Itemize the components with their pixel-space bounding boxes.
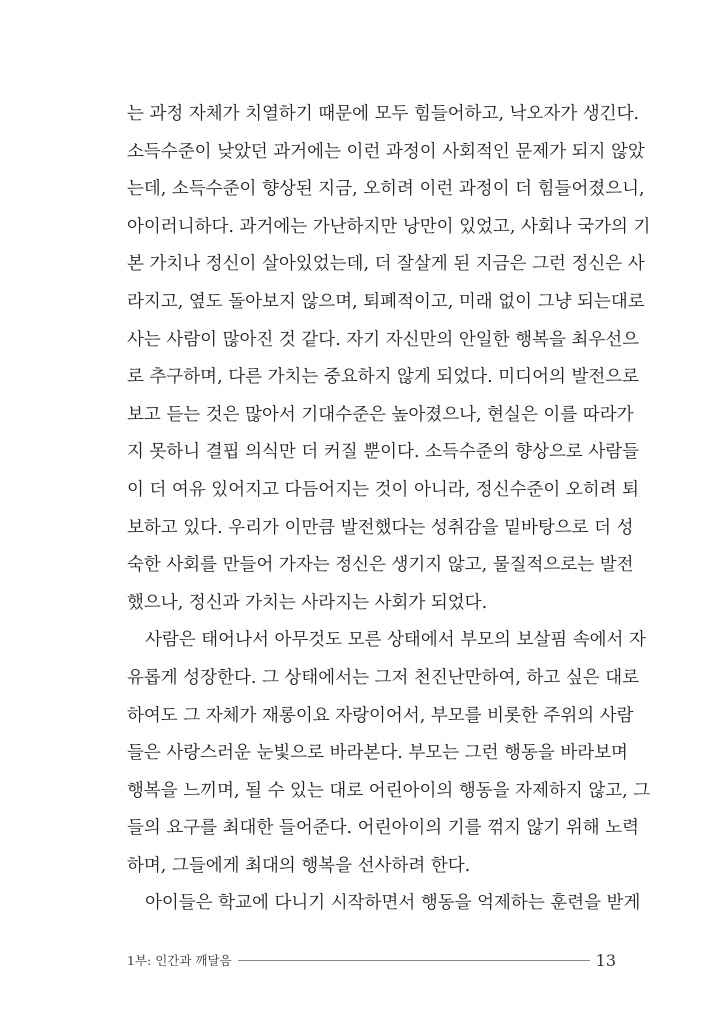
text-line: 보고 듣는 것은 많아서 기대수준은 높아졌으나, 현실은 이를 따라가 — [127, 404, 634, 425]
text-line: 하여도 그 자체가 재롱이요 자랑이어서, 부모를 비롯한 주위의 사람 — [127, 705, 634, 726]
text-line: 로 추구하며, 다른 가치는 중요하지 않게 되었다. 미디어의 발전으로 — [127, 367, 640, 388]
chapter-title: 1부: 인간과 깨달음 — [127, 953, 232, 968]
page-footer — [127, 948, 616, 972]
text-line: 보하고 있다. 우리가 이만큼 발전했다는 성취감을 밑바탕으로 더 성 — [127, 517, 634, 538]
text-line: 본 가치나 정신이 살아있었는데, 더 잘살게 된 지금은 그런 정신은 사 — [127, 254, 645, 275]
paragraph-start-line: 사람은 태어나서 아무것도 모른 상태에서 부모의 보살핌 속에서 자 — [145, 630, 646, 651]
text-line: 유롭게 성장한다. 그 상태에서는 그저 천진난만하여, 하고 싶은 대로 — [127, 667, 640, 688]
text-line: 했으나, 정신과 가치는 사라지는 사회가 되었다. — [127, 592, 488, 613]
text-line: 아이러니하다. 과거에는 가난하지만 낭만이 있었고, 사회나 국가의 기 — [127, 216, 651, 237]
text-line: 지 못하니 결핍 의식만 더 커질 뿐이다. 소득수준의 향상으로 사람들 — [127, 442, 640, 463]
text-line: 라지고, 옆도 돌아보지 않으며, 퇴폐적이고, 미래 없이 그냥 되는대로 — [127, 291, 645, 312]
text-line: 들은 사랑스러운 눈빛으로 바라본다. 부모는 그런 행동을 바라보며 — [127, 743, 628, 764]
text-line: 는 과정 자체가 치열하기 때문에 모두 힘들어하고, 낙오자가 생긴다. — [127, 104, 640, 124]
body-text — [127, 96, 651, 923]
text-line: 이 더 여유 있어지고 다듬어지는 것이 아니라, 정신수준이 오히려 퇴 — [127, 479, 640, 500]
text-line: 사는 사람이 많아진 것 같다. 자기 자신만의 안일한 행복을 최우선으 — [127, 329, 640, 350]
paragraph-start-line: 아이들은 학교에 다니기 시작하면서 행동을 억제하는 훈련을 받게 — [145, 893, 641, 914]
text-line: 하며, 그들에게 최대의 행복을 선사하려 한다. — [127, 855, 471, 876]
text-line: 숙한 사회를 만들어 가자는 정신은 생기지 않고, 물질적으로는 발전 — [127, 555, 634, 576]
text-line: 는데, 소득수준이 향상된 지금, 오히려 이런 과정이 더 힘들어졌으니, — [127, 179, 645, 200]
text-line: 소득수준이 낮았던 과거에는 이런 과정이 사회적인 문제가 되지 않았 — [127, 141, 645, 162]
page-number: 13 — [595, 950, 616, 970]
footer-rule — [238, 960, 590, 961]
text-line: 들의 요구를 최대한 들어준다. 어린아이의 기를 꺾지 않기 위해 노력 — [127, 818, 640, 839]
text-line: 행복을 느끼며, 될 수 있는 대로 어린아이의 행동을 자제하지 않고, 그 — [127, 780, 651, 801]
